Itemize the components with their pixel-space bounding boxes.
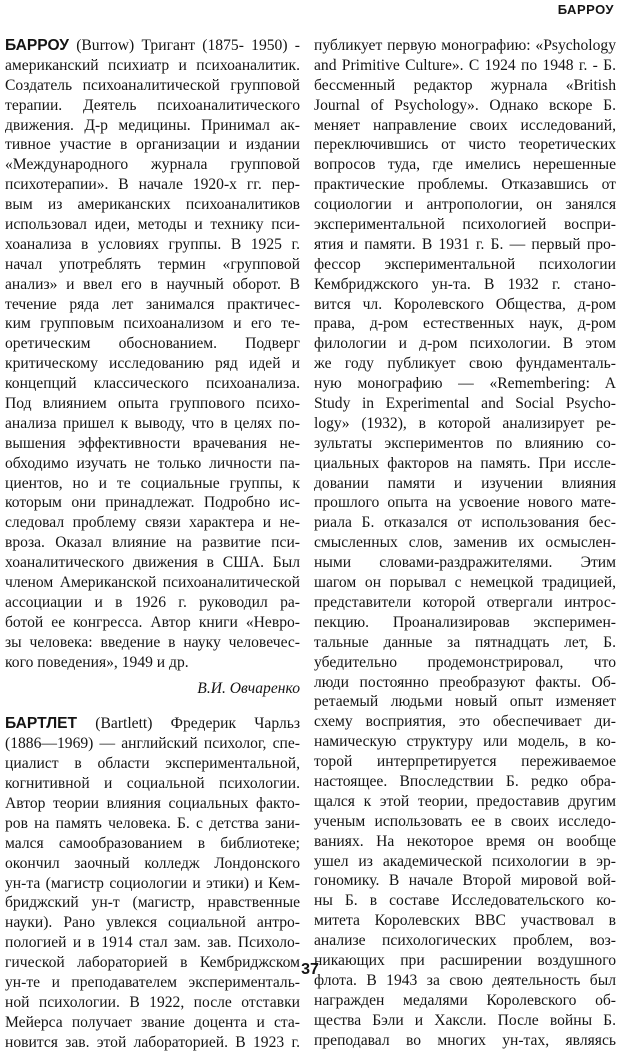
text-line: социологии и антропологии, он занялся: [314, 196, 616, 214]
text-line: психотерапии». В начале 1920-х гг. пер-: [5, 176, 300, 194]
text-line: ун-та (магистр социологии и этики) и Кем-: [5, 874, 300, 892]
text-line: ной психологии. В 1922, после отставки: [5, 993, 300, 1011]
text-line: начал употреблять термин «групповой: [5, 255, 300, 273]
text-line: преподавал во многих ун-тах, являясь: [314, 1031, 616, 1049]
text-line: «Международного журнала групповой: [5, 156, 300, 174]
text-line: кого поведения», 1949 и др.: [5, 653, 189, 671]
running-head: БАРРОУ: [557, 2, 614, 17]
text-line: флота. В 1943 за свою деятельность был: [314, 971, 616, 989]
text-line: торой интерпретируется переживаемое: [314, 753, 616, 771]
text-line: которым они принадлежат. Подробно ис-: [5, 494, 300, 512]
entry-burrow-author: В.И. Овчаренко: [197, 679, 300, 697]
text-line: люди постоянно преобразуют факты. Об-: [314, 673, 616, 691]
text-line: меняет направление своих исследований,: [314, 116, 616, 134]
text-line: использовал идеи, методы и технику пси-: [5, 216, 300, 234]
text-line: зы человека: введение в науку человечес-: [5, 633, 300, 651]
headword-bartlett: БАРТЛЕТ: [5, 715, 78, 733]
text-line: ную монографию — «Remembering: A: [314, 375, 616, 393]
text-line: фессор экспериментальной психологии: [314, 255, 616, 273]
text-line: ушел из академической психологии в эр-: [314, 852, 616, 870]
text-line: ученым использовать ее в своих исследо-: [314, 812, 616, 830]
text-line: американский психиатр и психоаналитик.: [5, 56, 300, 74]
text-line: шагом он порывал с немецкой традицией,: [314, 574, 616, 592]
left-column: [5, 36, 300, 1053]
text-line: переключившись от чисто теоретических: [314, 136, 616, 154]
text-line: щался к этой теории, предоставив другим: [314, 792, 616, 810]
text-line: довании памяти и изучении влияния: [314, 474, 616, 492]
text-line: следовал проблему связи характера и не-: [5, 514, 300, 532]
text-line: когнитивной и социальной психологии.: [5, 775, 300, 793]
text-line: циентов, но и те социальные группы, к: [5, 474, 300, 492]
text-line: никающих при расширении воздушного: [314, 951, 616, 969]
text-line: настоящее. Впоследствии Б. редко обра-: [314, 772, 616, 790]
text-line: гической лабораторией в Кембриджском: [5, 954, 300, 972]
text-line: (1886—1969) — английский психолог, спе-: [5, 735, 300, 753]
headword-burrow: БАРРОУ: [5, 37, 69, 54]
entry-bartlett-body-left: [5, 734, 300, 1052]
text-line: критическому исследованию ряд идей и: [5, 355, 300, 373]
right-column: [314, 36, 616, 1050]
text-line: ретаемый людьми новый опыт изменяет: [314, 693, 616, 711]
text-line: практические проблемы. Отказавшись от: [314, 176, 616, 194]
text-line: вышения эффективности врачевания не-: [5, 434, 300, 452]
text-line: хоанализа в условиях группы. В 1925 г.: [5, 235, 300, 253]
text-line: убедительно продемонстрировал, что: [314, 653, 616, 671]
text-line: вроза. Оказал влияние на развитие пси-: [5, 534, 300, 552]
text-line: вится чл. Королевского Общества, д-ром: [314, 295, 616, 313]
entry-bartlett-body-right: [314, 36, 616, 1050]
entry-bartlett-first-line: БАРТЛЕТ (Bartlett) Фредерик Чарльз: [5, 715, 300, 733]
text-line: намическую структуру или модель, в ко-: [314, 733, 616, 751]
text-line: новится зав. этой лабораторией. В 1923 г.: [5, 1033, 300, 1051]
text-line: вопросов туда, где имелись нерешенные: [314, 156, 616, 174]
text-line: ваниях. На некоторое время он вообще: [314, 832, 616, 850]
text-line: обходимо изучать не только личности па-: [5, 454, 300, 472]
text-line: мался самообразованием в библиотеке;: [5, 834, 300, 852]
text-line: щества Бэли и Хаксли. После войны Б.: [314, 1011, 616, 1029]
text-line: пологией и в 1914 стал зам. зав. Психоло-: [5, 934, 300, 952]
text-line: экспериментальной психологией воспри-: [314, 216, 616, 234]
text-line: ны Б. в составе Исследовательского ко-: [314, 892, 616, 910]
text-line: членом Американской психоаналитической: [5, 574, 300, 592]
text-line: оретическим обоснованием. Подверг: [5, 335, 300, 353]
text-line: представители которой отвергали интрос-: [314, 593, 616, 611]
text-line: публикует первую монографию: «Psychology: [314, 37, 616, 54]
text-line: пекцию. Проанализировав эксперимен-: [314, 613, 616, 631]
text-line: риала Б. отказался от использования бес-: [314, 514, 616, 532]
text-line: ными словами-раздражителями. Этим: [314, 554, 616, 572]
text-line: митета Королевских ВВС участвовал в: [314, 912, 616, 930]
text-line: смысленных слов, заменив их осмыслен-: [314, 534, 616, 552]
text-line: ким групповым психоанализом и его те-: [5, 315, 300, 333]
text-line: ботой ее конгресса. Автор книги «Невро-: [5, 613, 300, 631]
text-line: циальных факторов на память. При иссле-: [314, 454, 616, 472]
text-line: анализе психологических проблем, воз-: [314, 932, 616, 950]
text-line: бриджский ун-т (магистр, нравственные: [5, 894, 300, 912]
text-line: науки). Рано увлекся социальной антро-: [5, 914, 300, 932]
text-line: анализ» и ввел его в научный оборот. В: [5, 275, 300, 293]
entry-burrow-body: [5, 56, 300, 673]
text-line: ассоциации и в 1926 г. руководил ра-: [5, 593, 300, 611]
text-line: тальные данные за пятнадцать лет, Б.: [314, 633, 616, 651]
text-line: хоаналитического движения в США. Был: [5, 554, 300, 572]
text-line: вым из американских психоаналитиков: [5, 196, 300, 214]
text-line: тивное участие в организации и издании: [5, 136, 300, 154]
text-line: бессменный редактор журнала «British: [314, 76, 616, 94]
text-line: схему восприятия, это обеспечивает ди-: [314, 713, 616, 731]
text-line: зультаты экспериментов по влиянию со-: [314, 434, 616, 452]
text-line: Создатель психоаналитической групповой: [5, 76, 300, 94]
text-line: терапии. Деятель психоаналитического: [5, 96, 300, 114]
text-line: течение ряда лет занимался практичес-: [5, 295, 300, 313]
text-line: ятия и памяти. В 1931 г. Б. — первый про-: [314, 235, 616, 253]
page-number: 37: [301, 961, 319, 978]
text-line: Под влиянием опыта группового психо-: [5, 395, 300, 413]
text-line: же году публикует свою фундаменталь-: [314, 355, 616, 373]
text-line: награжден медалями Королевского об-: [314, 991, 616, 1009]
text-line: концепций классического психоанализа.: [5, 375, 300, 393]
text-line: Кембриджского ун-та. В 1932 г. стано-: [314, 275, 616, 293]
text-line: Study in Experimental and Social Psycho-: [314, 395, 616, 413]
text-line: Мейерса получает звание доцента и ста-: [5, 1013, 300, 1031]
text-line: гономику. В начале Второй мировой вой-: [314, 872, 616, 890]
text-line: окончил заочный колледж Лондонского: [5, 854, 300, 872]
text-line: права, д-ром естественных наук, д-ром: [314, 315, 616, 333]
text-line: движения. Д-р медицины. Принимал ак-: [5, 116, 300, 134]
text-line: ров на память человека. Б. с детства зани-: [5, 814, 300, 832]
entry-burrow-first-line: БАРРОУ (Burrow) Тригант (1875- 1950) -: [5, 37, 300, 54]
text-line: циалист в области экспериментальной,: [5, 755, 300, 773]
text-line: филологии и д-ром психологии. В этом: [314, 335, 616, 353]
text-line: Journal of Psychology». Однако вскоре Б.: [314, 96, 616, 114]
text-line: ун-те и преподавателем эксперименталь-: [5, 973, 300, 991]
text-line: анализа пришел к выводу, что в целях по-: [5, 414, 300, 432]
text-line: and Primitive Culture». С 1924 по 1948 г. - Б.: [314, 56, 616, 74]
text-line: прошлого опыта на усвоение нового мате-: [314, 494, 616, 512]
text-line: logy» (1932), в которой анализирует ре-: [314, 414, 616, 432]
text-line: Автор теории влияния социальных факто-: [5, 794, 300, 812]
